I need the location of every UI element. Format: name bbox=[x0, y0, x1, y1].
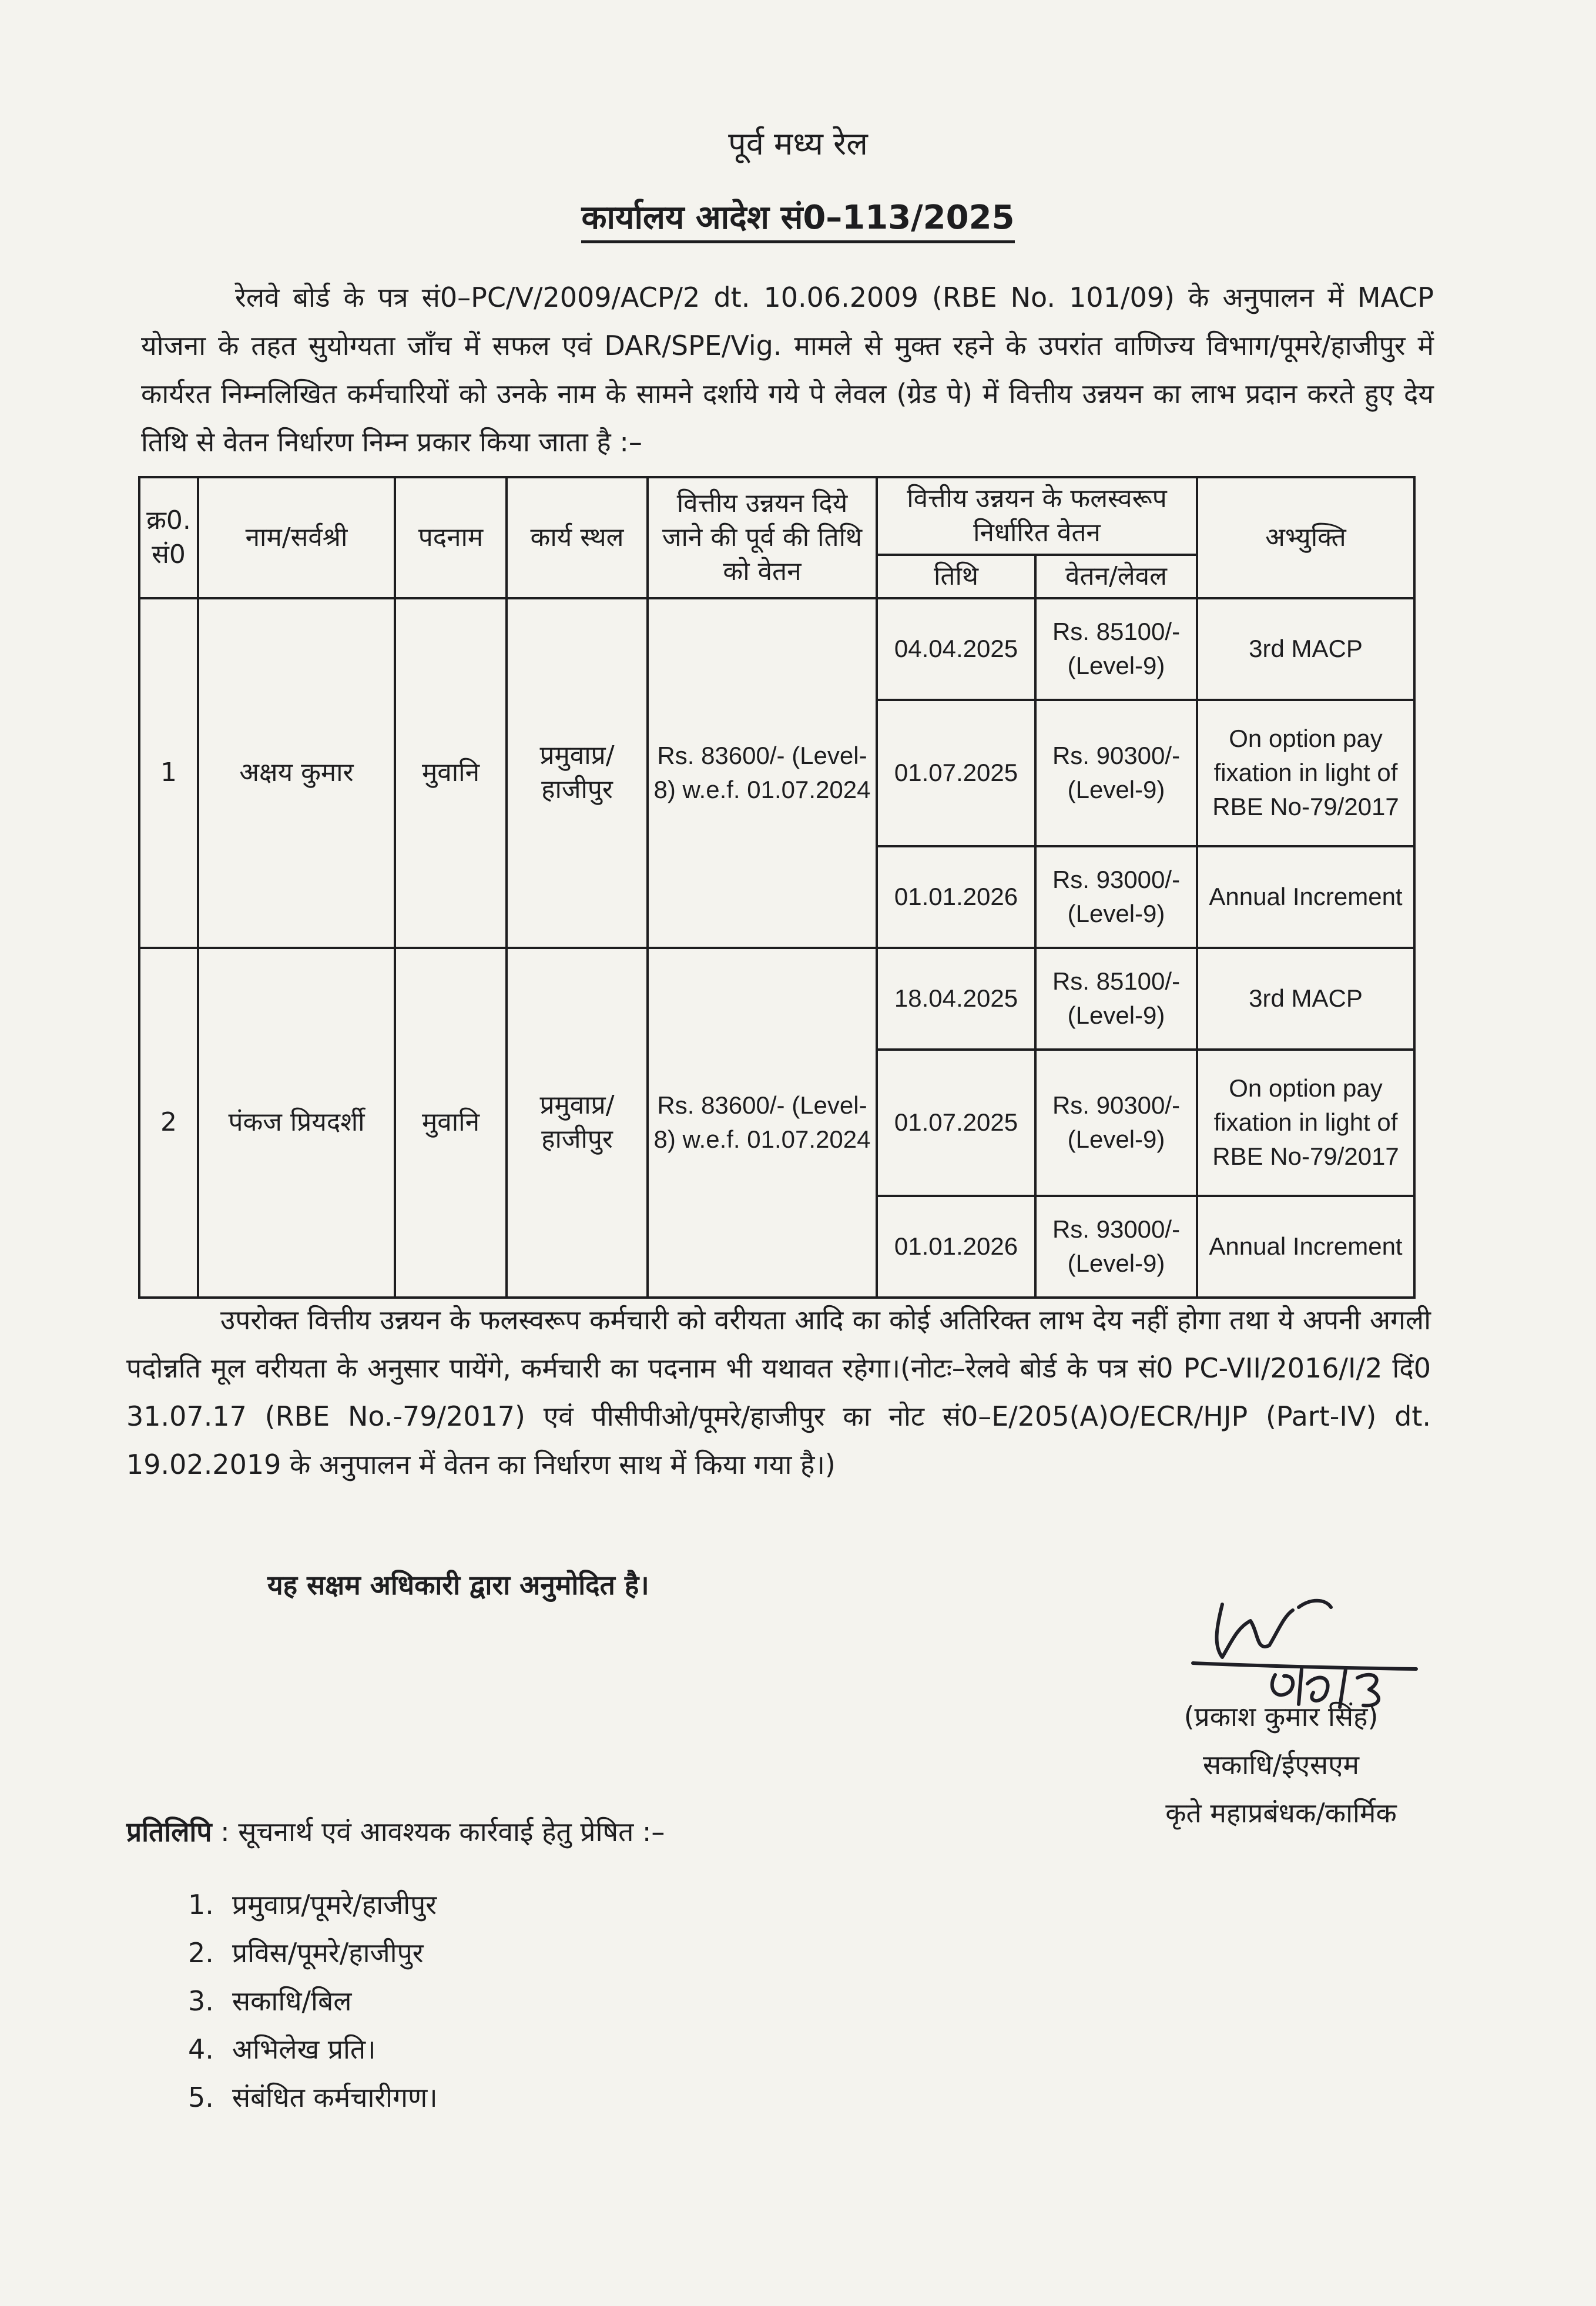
entry-date: 01.01.2026 bbox=[877, 1196, 1035, 1298]
employee-name: अक्षय कुमार bbox=[198, 598, 395, 948]
entry-pay-level: Rs. 90300/- (Level-9) bbox=[1035, 1050, 1197, 1196]
entry-pay-level: Rs. 85100/- (Level-9) bbox=[1035, 948, 1197, 1050]
employee-workplace: प्रमुवाप्र/ हाजीपुर bbox=[507, 948, 648, 1298]
organization-name: पूर्व मध्य रेल bbox=[728, 125, 868, 162]
list-item: 3. सकाधि/बिल bbox=[188, 1985, 352, 2017]
entry-pay-level: Rs. 93000/- (Level-9) bbox=[1035, 1196, 1197, 1298]
employee-designation: मुवानि bbox=[395, 948, 507, 1298]
entry-date: 01.07.2025 bbox=[877, 1050, 1035, 1196]
copy-to-list bbox=[188, 1881, 438, 2121]
entry-pay-level: Rs. 85100/- (Level-9) bbox=[1035, 598, 1197, 700]
table-row bbox=[139, 598, 1414, 700]
header-pre-pay: वित्तीय उन्नयन दिये जाने की पूर्व की तिथि को वेतन bbox=[648, 477, 877, 598]
copy-to-heading bbox=[126, 1813, 665, 1849]
pre-upgrade-pay: Rs. 83600/- (Level-8) w.e.f. 01.07.2024 bbox=[648, 948, 877, 1298]
table-row bbox=[139, 948, 1414, 1050]
signature-block bbox=[1093, 1692, 1469, 1837]
header-fixed-pay: वित्तीय उन्नयन के फलस्वरूप निर्धारित वेतन bbox=[877, 477, 1197, 555]
header-serial-no: क्र0. सं0 bbox=[139, 477, 198, 598]
signatory-on-behalf: कृते महाप्रबंधक/कार्मिक bbox=[1165, 1797, 1397, 1829]
entry-remark: 3rd MACP bbox=[1197, 598, 1414, 700]
order-number: कार्यालय आदेश सं0–113/2025 bbox=[581, 199, 1014, 243]
entry-pay-level: Rs. 90300/- (Level-9) bbox=[1035, 700, 1197, 846]
entry-remark: 3rd MACP bbox=[1197, 948, 1414, 1050]
header-pay-level: वेतन/लेवल bbox=[1035, 555, 1197, 598]
employee-designation: मुवानि bbox=[395, 598, 507, 948]
header-remarks: अभ्युक्ति bbox=[1197, 477, 1414, 598]
employee-name: पंकज प्रियदर्शी bbox=[198, 948, 395, 1298]
header-name: नाम/सर्वश्री bbox=[198, 477, 395, 598]
note-paragraph: उपरोक्त वित्तीय उन्नयन के फलस्वरूप कर्मचारी को वरीयता आदि का कोई अतिरिक्त लाभ देय नहीं होगा तथा ये अपनी अगली पदोन्नति मूल वरीयता के अनुसार पायेंगे, कर्मचारी का पदनाम भी यथावत रहेगा।(नोटः–रेलवे बोर्ड के पत्र सं0 PC-VII/2016/I/2 दिं0 31.07.17 (RBE No.-79/2017) एवं पीसीपीओ/पूमरे/हाजीपुर का नोट सं0–E/205(A)O/ECR/HJP (Part-IV) dt. 19.02.2019 के अनुपालन में वेतन का निर्धारण साथ में किया गया है।) bbox=[126, 1304, 1431, 1480]
list-item: 1. प्रमुवाप्र/पूमरे/हाजीपुर bbox=[188, 1889, 437, 1920]
entry-date: 18.04.2025 bbox=[877, 948, 1035, 1050]
entry-remark: Annual Increment bbox=[1197, 846, 1414, 948]
entry-remark: Annual Increment bbox=[1197, 1196, 1414, 1298]
intro-paragraph: रेलवे बोर्ड के पत्र सं0–PC/V/2009/ACP/2 dt. 10.06.2009 (RBE No. 101/09) के अनुपालन में MACP योजना के तहत सुयोग्यता जाँच में सफल एवं DAR/SPE/Vig. मामले से मुक्त रहने के उपरांत वाणिज्य विभाग/पूमरे/हाजीपुर में कार्यरत निम्नलिखित कर्मचारियों को उनके नाम के सामने दर्शाये गये पे लेवल (ग्रेड पे) में वित्तीय उन्नयन का लाभ प्रदान करते हुए देय तिथि से वेतन निर्धारण निम्न प्रकार किया जाता है :– bbox=[141, 281, 1434, 458]
entry-date: 01.07.2025 bbox=[877, 700, 1035, 846]
header-date: तिथि bbox=[877, 555, 1035, 598]
list-item: 4. अभिलेख प्रति। bbox=[188, 2033, 376, 2065]
copy-to-label: प्रतिलिपि bbox=[126, 1816, 212, 1848]
copy-to-text: : सूचनार्थ एवं आवश्यक कार्रवाई हेतु प्रेषित :– bbox=[220, 1816, 665, 1848]
list-item: 5. संबंधित कर्मचारीगण। bbox=[188, 2082, 438, 2113]
approval-statement: यह सक्षम अधिकारी द्वारा अनुमोदित है। bbox=[267, 1569, 649, 1601]
order-number-title bbox=[0, 194, 1596, 239]
entry-date: 01.01.2026 bbox=[877, 846, 1035, 948]
pre-upgrade-pay: Rs. 83600/- (Level-8) w.e.f. 01.07.2024 bbox=[648, 598, 877, 948]
signatory-name: (प्रकाश कुमार सिंह) bbox=[1183, 1701, 1379, 1732]
row-serial-no: 1 bbox=[139, 598, 198, 948]
pay-fixation-table bbox=[138, 476, 1416, 1299]
list-item: 2. प्रविस/पूमरे/हाजीपुर bbox=[188, 1937, 424, 1969]
header-designation: पदनाम bbox=[395, 477, 507, 598]
entry-remark: On option pay fixation in light of RBE No-79/2017 bbox=[1197, 700, 1414, 846]
signatory-designation: सकाधि/ईएसएम bbox=[1202, 1749, 1360, 1781]
row-serial-no: 2 bbox=[139, 948, 198, 1298]
header-workplace: कार्य स्थल bbox=[507, 477, 648, 598]
employee-workplace: प्रमुवाप्र/ हाजीपुर bbox=[507, 598, 648, 948]
entry-date: 04.04.2025 bbox=[877, 598, 1035, 700]
entry-remark: On option pay fixation in light of RBE No-79/2017 bbox=[1197, 1050, 1414, 1196]
entry-pay-level: Rs. 93000/- (Level-9) bbox=[1035, 846, 1197, 948]
